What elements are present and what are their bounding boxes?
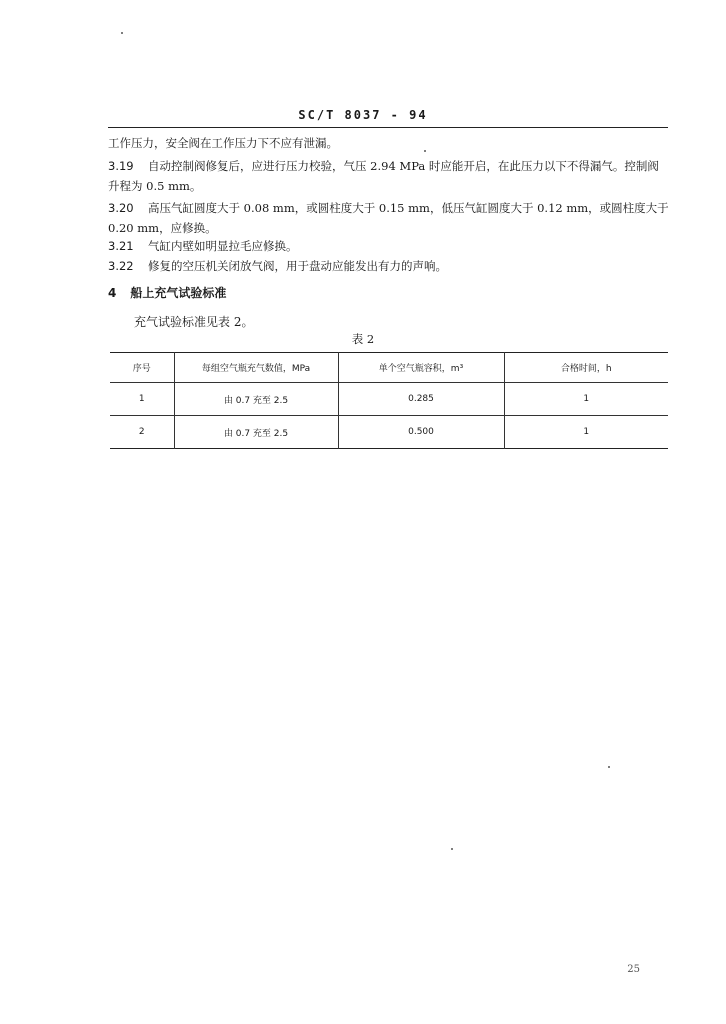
- charging-test-table: [110, 352, 668, 449]
- cell-pressure: 由 0.7 充至 2.5: [174, 416, 338, 449]
- cell-time: 1: [504, 383, 668, 416]
- header-serial: 序号: [132, 364, 151, 374]
- paragraph-text: 修复的空压机关闭放气阀，用于盘动应能发出有力的声响。: [148, 259, 447, 273]
- scan-speck: [608, 766, 610, 768]
- header-pressure: 每组空气瓶充气数值，MPa: [174, 353, 338, 383]
- paragraph-continuation: [108, 133, 670, 153]
- scan-speck: [451, 848, 453, 850]
- cell-volume: 0.285: [338, 383, 504, 416]
- paragraph-text: 自动控制阀修复后，应进行压力校验，气压 2.94 MPa 时应能开启，在此压力以下不得漏气。控制阀升程为 0.5 mm。: [108, 159, 659, 193]
- cell-pressure: 由 0.7 充至 2.5: [174, 383, 338, 416]
- section-number: 4: [108, 286, 117, 300]
- page-number: 25: [627, 964, 640, 975]
- table-intro: 充气试验标准见表 2。: [134, 315, 254, 329]
- cell-serial: 1: [138, 394, 145, 404]
- paragraph-3-21: [108, 236, 670, 256]
- cell-volume: 0.500: [338, 416, 504, 449]
- header-time: 合格时间，h: [504, 353, 668, 383]
- scan-speck: [121, 32, 123, 34]
- paragraph-3-19: [108, 156, 670, 196]
- table-caption: 表 2: [351, 332, 375, 346]
- paragraph-text: 高压气缸圆度大于 0.08 mm，或圆柱度大于 0.15 mm，低压气缸圆度大于 0.12 mm，或圆柱度大于 0.20 mm，应修换。: [108, 201, 669, 235]
- table-row: [110, 383, 668, 416]
- page-header: SC/T 8037 - 94: [298, 108, 428, 122]
- section-title: 船上充气试验标准: [130, 286, 227, 300]
- paragraph-3-20: [108, 198, 670, 238]
- paragraph-text: 气缸内壁如明显拉毛应修换。: [148, 239, 298, 253]
- section-heading: [108, 284, 226, 301]
- table-header-row: [110, 353, 668, 383]
- clause-number: 3.20: [108, 201, 134, 215]
- cell-time: 1: [504, 416, 668, 449]
- header-volume: 单个空气瓶容积，m³: [338, 353, 504, 383]
- cell-serial: 2: [138, 427, 145, 437]
- scan-speck: [424, 150, 426, 152]
- header-rule: [108, 127, 668, 128]
- paragraph-text: 工作压力，安全阀在工作压力下不应有泄漏。: [108, 136, 338, 150]
- table-row: [110, 416, 668, 449]
- clause-number: 3.19: [108, 159, 134, 173]
- clause-number: 3.21: [108, 239, 134, 253]
- paragraph-3-22: [108, 256, 670, 276]
- clause-number: 3.22: [108, 259, 134, 273]
